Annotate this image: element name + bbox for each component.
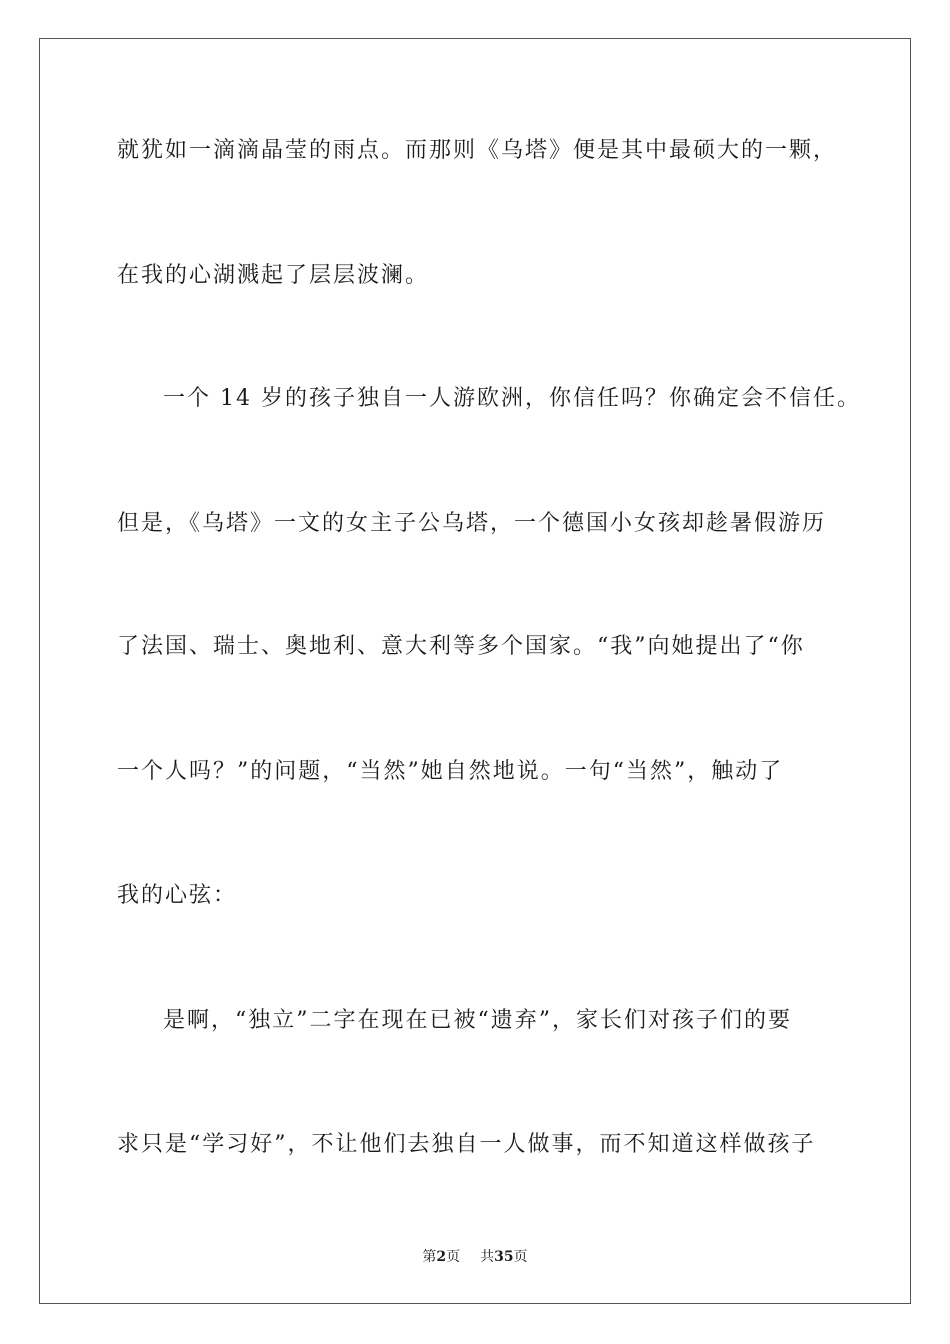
page-footer (0, 1246, 950, 1266)
text-line-5: 了法国、瑞士、奥地利、意大利等多个国家。“我”向她提出了“你 (117, 634, 805, 659)
footer-total-pages: 35 (494, 1249, 514, 1265)
text-line-8: 是啊，“独立”二字在现在已被“遗弃”，家长们对孩子们的要 (163, 1008, 792, 1033)
text-line-6: 一个人吗？”的问题，“当然”她自然地说。一句“当然”，触动了 (117, 759, 784, 784)
text-line-3: 一个 14 岁的孩子独自一人游欧洲，你信任吗？你确定会不信任。 (163, 386, 861, 411)
text-line-7: 我的心弦： (117, 883, 238, 908)
text-line-4: 但是，《乌塔》一文的女主子公乌塔，一个德国小女孩却趁暑假游历 (117, 511, 827, 536)
page-border (39, 38, 911, 1304)
text-line-1: 就犹如一滴滴晶莹的雨点。而那则《乌塔》便是其中最硕大的一颗， (117, 138, 838, 163)
footer-total-prefix: 共 (480, 1249, 495, 1265)
footer-total-suffix: 页 (513, 1249, 528, 1265)
text-line-9: 求只是“学习好”，不让他们去独自一人做事，而不知道这样做孩子 (117, 1132, 816, 1157)
footer-page-prefix: 第 (422, 1249, 437, 1265)
footer-page-suffix: 页 (446, 1249, 461, 1265)
footer-page-number: 2 (436, 1249, 447, 1265)
text-line-2: 在我的心湖溅起了层层波澜。 (117, 263, 430, 288)
